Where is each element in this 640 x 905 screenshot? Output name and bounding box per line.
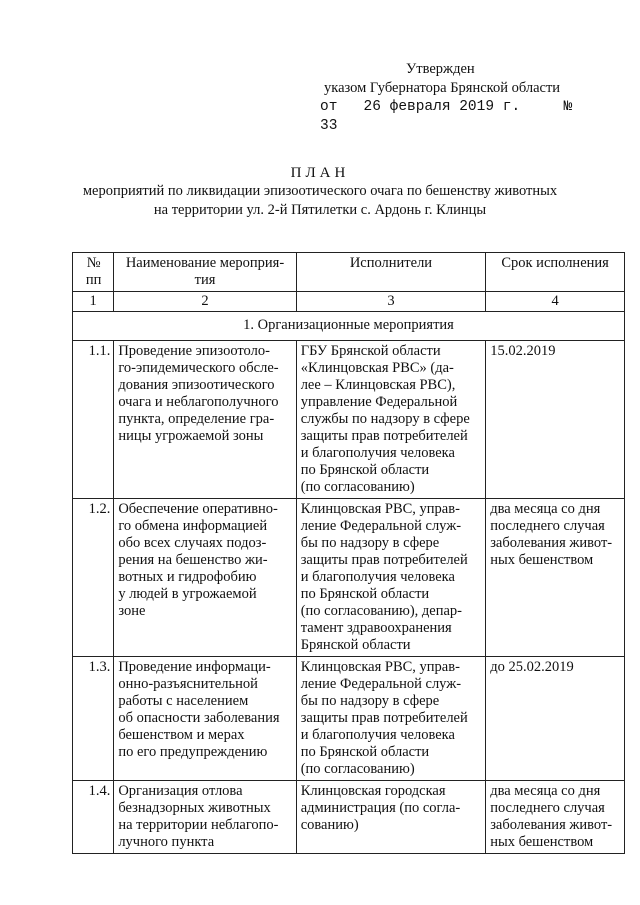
column-number: 4 bbox=[486, 292, 625, 312]
table-row bbox=[73, 657, 625, 781]
section-title: 1. Организационные мероприятия bbox=[73, 312, 625, 341]
row-number: 1.2. bbox=[73, 499, 114, 657]
table-header-row bbox=[73, 253, 625, 292]
row-name: Организация отлова безнадзорных животных на территории неблагопо- лучного пункта bbox=[114, 781, 296, 854]
date-prefix: от bbox=[320, 99, 338, 115]
number-value: 33 bbox=[320, 118, 338, 134]
date-value: 26 февраля 2019 г. bbox=[363, 99, 521, 115]
row-number: 1.1. bbox=[73, 341, 114, 499]
row-executors: Клинцовская РВС, управ- ление Федеральной служ- бы по надзору в сфере защиты прав потребителей и благополучия человека по Брянской области (по согласованию) bbox=[296, 657, 486, 781]
number-prefix: № bbox=[563, 99, 573, 115]
row-executors: Клинцовская РВС, управ- ление Федеральной служ- бы по надзору в сфере защиты прав потребителей и благополучия человека по Брянской области (по согласованию), депар- тамент здравоохранения Брянской области bbox=[296, 499, 486, 657]
row-name: Проведение информаци- онно-разъяснительной работы с населением об опасности заболевания бешенством и мерах по его предупреждению bbox=[114, 657, 296, 781]
table-row bbox=[73, 499, 625, 657]
approval-block bbox=[300, 60, 600, 136]
plan-subtitle-line1: мероприятий по ликвидации эпизоотического очага по бешенству животных bbox=[82, 183, 558, 199]
plan-table bbox=[72, 252, 625, 854]
row-number: 1.3. bbox=[73, 657, 114, 781]
row-number: 1.4. bbox=[73, 781, 114, 854]
row-executors: ГБУ Брянской области «Клинцовская РВС» (да- лее – Клинцовская РВС), управление Федеральной службы по надзору в сфере защиты прав потребителей и благополучия человека по Брянской области (по согласованию) bbox=[296, 341, 486, 499]
row-deadline: 15.02.2019 bbox=[486, 341, 625, 499]
approval-date-line bbox=[300, 98, 600, 136]
approval-line2: указом Губернатора Брянской области bbox=[324, 80, 561, 96]
row-name: Обеспечение оперативно- го обмена информацией обо всех случаях подоз- рения на бешенство жи- вотных и гидрофобию у людей в угрожаемой зоне bbox=[114, 499, 296, 657]
table-row bbox=[73, 341, 625, 499]
header-executors: Исполнители bbox=[296, 253, 486, 292]
column-number: 2 bbox=[114, 292, 296, 312]
section-row bbox=[73, 312, 625, 341]
header-name: Наименование мероприя- тия bbox=[114, 253, 296, 292]
header-number: № пп bbox=[73, 253, 114, 292]
row-name: Проведение эпизоотоло- го-эпидемического обсле- дования эпизоотического очага и неблагополучного пункта, определение гра- ницы угрожаемой зоны bbox=[114, 341, 296, 499]
header-deadline: Срок исполнения bbox=[486, 253, 625, 292]
table-row bbox=[73, 781, 625, 854]
column-number: 1 bbox=[73, 292, 114, 312]
row-deadline: два месяца со дня последнего случая заболевания живот- ных бешенством bbox=[486, 781, 625, 854]
approval-line1: Утвержден bbox=[406, 61, 475, 77]
row-deadline: два месяца со дня последнего случая заболевания живот- ных бешенством bbox=[486, 499, 625, 657]
row-deadline: до 25.02.2019 bbox=[486, 657, 625, 781]
column-number: 3 bbox=[296, 292, 486, 312]
plan-subtitle-line2: на территории ул. 2-й Пятилетки с. Ардонь г. Клинцы bbox=[153, 202, 487, 218]
row-executors: Клинцовская городская администрация (по согла- сованию) bbox=[296, 781, 486, 854]
plan-title: ПЛАН bbox=[290, 165, 350, 181]
column-number-row bbox=[73, 292, 625, 312]
